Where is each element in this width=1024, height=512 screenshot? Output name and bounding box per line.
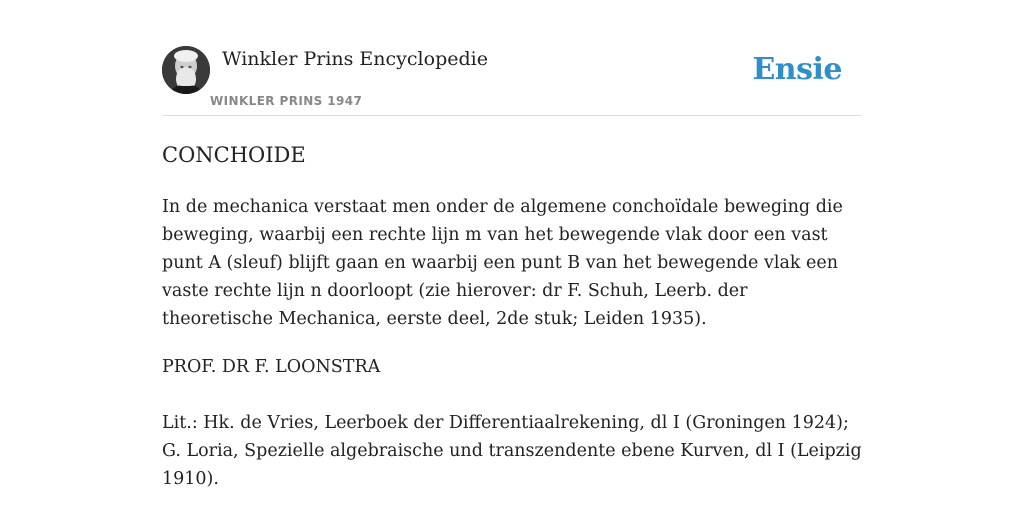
page bbox=[162, 0, 862, 493]
brand-logo[interactable]: Ensie bbox=[752, 52, 842, 87]
source-title[interactable]: Winkler Prins Encyclopedie bbox=[222, 48, 488, 70]
avatar[interactable] bbox=[162, 46, 210, 94]
source-subtitle[interactable]: WINKLER PRINS 1947 bbox=[210, 94, 363, 108]
header bbox=[162, 46, 862, 116]
entry-title: CONCHOIDE bbox=[162, 143, 306, 167]
portrait-icon bbox=[162, 46, 210, 94]
entry-literature: Lit.: Hk. de Vries, Leerboek der Differentiaalrekening, dl I (Groningen 1924); G. Loria, Spezielle algebraische und transzendente ebene Kurven, dl I (Leipzig 1910). bbox=[162, 413, 862, 489]
entry-author: PROF. DR F. LOONSTRA bbox=[162, 357, 381, 377]
entry-body: In de mechanica verstaat men onder de algemene conchoïdale beweging die beweging, waarbij een rechte lijn m van het bewegende vlak door een vast punt A (sleuf) blijft gaan en waarbij een punt B van het bewegende vlak een vaste rechte lijn n doorloopt (zie hierover: dr F. Schuh, Leerb. der theoretische Mechanica, eerste deel, 2de stuk; Leiden 1935). bbox=[162, 197, 843, 329]
